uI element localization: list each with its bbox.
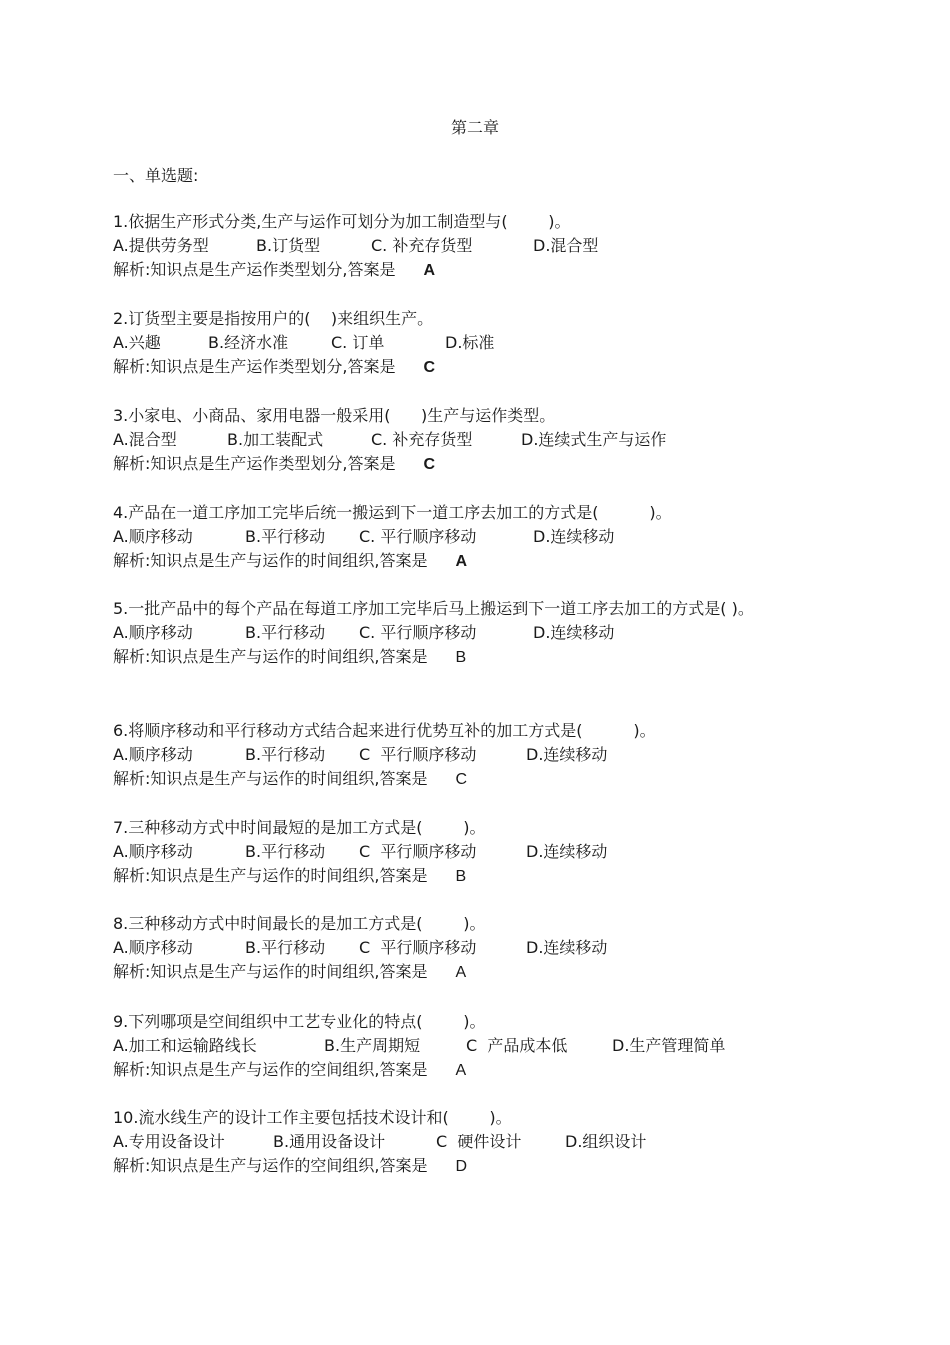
- option-d: D.混合型: [533, 236, 599, 255]
- analysis-text: 解析:知识点是生产运作类型划分,答案是: [113, 454, 396, 473]
- option-d: D.连续式生产与运作: [521, 430, 667, 449]
- option-b: B.平行移动: [245, 745, 326, 764]
- analysis-text: 解析:知识点是生产与运作的时间组织,答案是: [113, 866, 428, 885]
- option-b: B.平行移动: [245, 938, 326, 957]
- option-b: B.平行移动: [245, 623, 326, 642]
- answer-letter: A: [455, 964, 467, 981]
- question-2: [113, 307, 813, 379]
- option-b: B.订货型: [256, 236, 321, 255]
- option-a: A.加工和运输路线长: [113, 1036, 257, 1055]
- option-c: C 硬件设计: [436, 1132, 522, 1151]
- option-c: C. 订单: [331, 333, 385, 352]
- option-c: C. 平行顺序移动: [359, 527, 477, 546]
- analysis-line: [113, 355, 813, 379]
- option-c: C 平行顺序移动: [359, 842, 477, 861]
- analysis-line: [113, 258, 813, 282]
- analysis-text: 解析:知识点是生产与运作的时间组织,答案是: [113, 962, 428, 981]
- option-a: A.顺序移动: [113, 527, 193, 546]
- analysis-line: [113, 767, 813, 791]
- answer-letter: A: [455, 1062, 467, 1079]
- option-c: C. 平行顺序移动: [359, 623, 477, 642]
- question-3: [113, 404, 813, 476]
- option-d: D.连续移动: [533, 527, 615, 546]
- question-options: [113, 1034, 813, 1058]
- chapter-title: 第二章: [450, 118, 499, 137]
- question-stem: 7.三种移动方式中时间最短的是加工方式是( )。: [113, 818, 486, 837]
- question-options: [113, 525, 813, 549]
- analysis-text: 解析:知识点是生产运作类型划分,答案是: [113, 357, 396, 376]
- question-options: [113, 743, 813, 767]
- analysis-text: 解析:知识点是生产与运作的空间组织,答案是: [113, 1156, 428, 1175]
- analysis-line: [113, 645, 793, 669]
- answer-letter: B: [455, 649, 467, 666]
- question-options: [113, 428, 813, 452]
- question-stem: 10.流水线生产的设计工作主要包括技术设计和( )。: [113, 1108, 512, 1127]
- analysis-line: [113, 1154, 813, 1178]
- question-options: [113, 234, 813, 258]
- analysis-line: [113, 864, 813, 888]
- answer-letter: D: [455, 1158, 468, 1175]
- question-stem: 6.将顺序移动和平行移动方式结合起来进行优势互补的加工方式是( )。: [113, 721, 656, 740]
- answer-letter: A: [455, 553, 468, 570]
- option-a: A.专用设备设计: [113, 1132, 225, 1151]
- question-1: [113, 210, 813, 282]
- question-7: [113, 816, 813, 888]
- question-options: [113, 331, 813, 355]
- option-c: C 平行顺序移动: [359, 938, 477, 957]
- option-a: A.混合型: [113, 430, 177, 449]
- answer-letter: C: [423, 359, 436, 376]
- question-10: [113, 1106, 813, 1178]
- answer-letter: C: [455, 771, 468, 788]
- analysis-line: [113, 549, 813, 573]
- analysis-text: 解析:知识点是生产与运作的空间组织,答案是: [113, 1060, 428, 1079]
- option-a: A.提供劳务型: [113, 236, 209, 255]
- analysis-text: 解析:知识点是生产与运作的时间组织,答案是: [113, 647, 428, 666]
- option-b: B.加工装配式: [227, 430, 324, 449]
- option-b: B.生产周期短: [324, 1036, 421, 1055]
- question-options: [113, 1130, 813, 1154]
- option-d: D.连续移动: [533, 623, 615, 642]
- question-options: [113, 840, 813, 864]
- question-stem: 4.产品在一道工序加工完毕后统一搬运到下一道工序去加工的方式是( )。: [113, 503, 672, 522]
- question-stem: 2.订货型主要是指按用户的( )来组织生产。: [113, 309, 434, 328]
- option-b: B.通用设备设计: [273, 1132, 386, 1151]
- question-4: [113, 501, 813, 573]
- option-a: A.顺序移动: [113, 938, 193, 957]
- analysis-line: [113, 1058, 813, 1082]
- question-stem: 8.三种移动方式中时间最长的是加工方式是( )。: [113, 914, 486, 933]
- option-c: C. 补充存货型: [371, 430, 473, 449]
- analysis-text: 解析:知识点是生产与运作的时间组织,答案是: [113, 769, 428, 788]
- option-c: C 平行顺序移动: [359, 745, 477, 764]
- answer-letter: C: [423, 456, 436, 473]
- question-options: [113, 621, 793, 645]
- option-c: C. 补充存货型: [371, 236, 473, 255]
- answer-letter: B: [455, 868, 467, 885]
- question-stem: 3.小家电、小商品、家用电器一般采用( )生产与运作类型。: [113, 406, 556, 425]
- analysis-text: 解析:知识点是生产与运作的时间组织,答案是: [113, 551, 428, 570]
- question-6: [113, 719, 813, 791]
- question-8: [113, 912, 813, 984]
- section-heading: 一、单选题:: [113, 166, 199, 185]
- question-options: [113, 936, 813, 960]
- option-d: D.组织设计: [565, 1132, 647, 1151]
- option-d: D.连续移动: [526, 745, 608, 764]
- option-b: B.平行移动: [245, 842, 326, 861]
- question-stem: 5.一批产品中的每个产品在每道工序加工完毕后马上搬运到下一道工序去加工的方式是( )。: [113, 599, 754, 618]
- option-d: D.连续移动: [526, 842, 608, 861]
- analysis-line: [113, 960, 813, 984]
- question-stem: 1.依据生产形式分类,生产与运作可划分为加工制造型与( )。: [113, 212, 571, 231]
- analysis-line: [113, 452, 813, 476]
- option-c: C 产品成本低: [466, 1036, 568, 1055]
- option-a: A.顺序移动: [113, 623, 193, 642]
- option-a: A.顺序移动: [113, 745, 193, 764]
- option-b: B.经济水准: [208, 333, 289, 352]
- question-9: [113, 1010, 813, 1082]
- answer-letter: A: [423, 262, 436, 279]
- question-stem: 9.下列哪项是空间组织中工艺专业化的特点( )。: [113, 1012, 486, 1031]
- option-d: D.生产管理简单: [612, 1036, 726, 1055]
- option-b: B.平行移动: [245, 527, 326, 546]
- option-a: A.兴趣: [113, 333, 161, 352]
- option-a: A.顺序移动: [113, 842, 193, 861]
- question-5: [113, 597, 793, 669]
- option-d: D.连续移动: [526, 938, 608, 957]
- analysis-text: 解析:知识点是生产运作类型划分,答案是: [113, 260, 396, 279]
- option-d: D.标准: [445, 333, 495, 352]
